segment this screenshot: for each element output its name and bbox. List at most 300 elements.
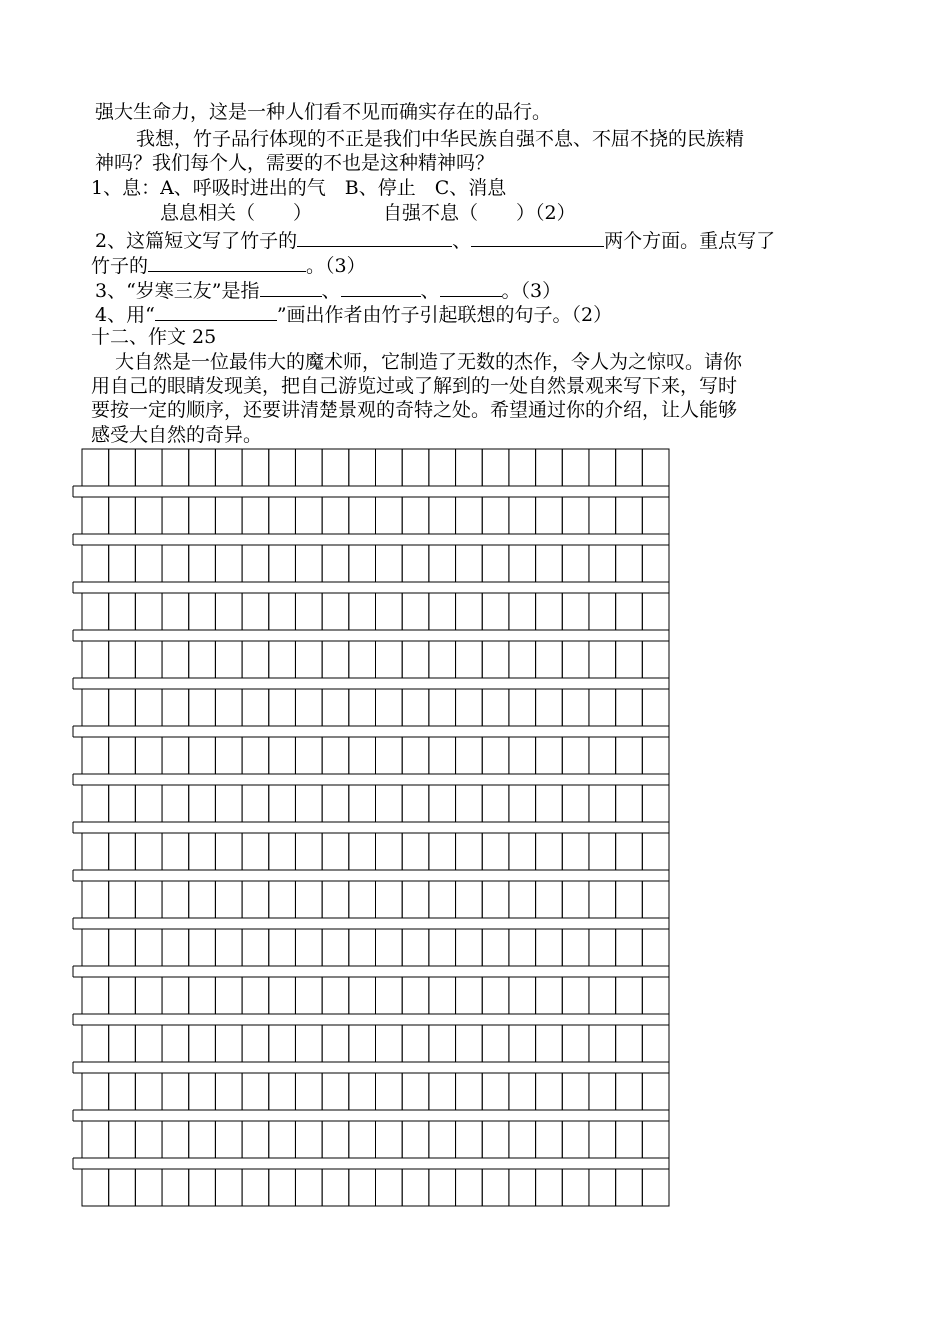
grid-cell[interactable]: [376, 545, 403, 582]
grid-cell[interactable]: [82, 545, 109, 582]
grid-cell[interactable]: [109, 1025, 136, 1062]
grid-cell[interactable]: [429, 881, 456, 918]
grid-cell[interactable]: [295, 593, 322, 630]
grid-cell[interactable]: [322, 881, 349, 918]
grid-cell[interactable]: [162, 737, 189, 774]
grid-cell[interactable]: [642, 737, 669, 774]
grid-cell[interactable]: [642, 593, 669, 630]
grid-cell[interactable]: [109, 785, 136, 822]
grid-cell[interactable]: [242, 785, 269, 822]
grid-cell[interactable]: [429, 929, 456, 966]
grid-cell[interactable]: [162, 593, 189, 630]
grid-cell[interactable]: [269, 1169, 296, 1206]
grid-cell[interactable]: [536, 449, 563, 486]
grid-cell[interactable]: [242, 929, 269, 966]
grid-cell[interactable]: [376, 1121, 403, 1158]
grid-cell[interactable]: [562, 641, 589, 678]
grid-cell[interactable]: [402, 929, 429, 966]
grid-cell[interactable]: [562, 929, 589, 966]
grid-cell[interactable]: [456, 1169, 483, 1206]
grid-cell[interactable]: [642, 497, 669, 534]
grid-cell[interactable]: [242, 641, 269, 678]
grid-cell[interactable]: [82, 737, 109, 774]
grid-cell[interactable]: [429, 833, 456, 870]
grid-cell[interactable]: [616, 1025, 643, 1062]
grid-cell[interactable]: [509, 641, 536, 678]
grid-cell[interactable]: [482, 833, 509, 870]
grid-cell[interactable]: [322, 689, 349, 726]
grid-cell[interactable]: [376, 1169, 403, 1206]
grid-cell[interactable]: [376, 1025, 403, 1062]
grid-row[interactable]: [82, 929, 669, 966]
grid-cell[interactable]: [349, 641, 376, 678]
grid-cell[interactable]: [402, 737, 429, 774]
grid-cell[interactable]: [562, 545, 589, 582]
grid-cell[interactable]: [322, 929, 349, 966]
grid-cell[interactable]: [135, 497, 162, 534]
grid-cell[interactable]: [215, 545, 242, 582]
grid-cell[interactable]: [429, 1073, 456, 1110]
grid-cell[interactable]: [215, 881, 242, 918]
grid-cell[interactable]: [82, 689, 109, 726]
grid-cell[interactable]: [82, 641, 109, 678]
grid-cell[interactable]: [376, 497, 403, 534]
grid-cell[interactable]: [189, 881, 216, 918]
grid-cell[interactable]: [589, 641, 616, 678]
grid-cell[interactable]: [82, 1073, 109, 1110]
grid-row[interactable]: [82, 1073, 669, 1110]
grid-cell[interactable]: [456, 977, 483, 1014]
grid-cell[interactable]: [135, 545, 162, 582]
grid-cell[interactable]: [322, 593, 349, 630]
grid-cell[interactable]: [189, 641, 216, 678]
grid-cell[interactable]: [162, 833, 189, 870]
grid-cell[interactable]: [402, 833, 429, 870]
grid-cell[interactable]: [642, 545, 669, 582]
grid-cell[interactable]: [349, 449, 376, 486]
grid-cell[interactable]: [295, 977, 322, 1014]
grid-cell[interactable]: [562, 1169, 589, 1206]
grid-cell[interactable]: [162, 1073, 189, 1110]
grid-cell[interactable]: [349, 1169, 376, 1206]
grid-row[interactable]: [82, 1169, 669, 1206]
grid-cell[interactable]: [322, 1169, 349, 1206]
grid-cell[interactable]: [109, 737, 136, 774]
grid-cell[interactable]: [589, 689, 616, 726]
grid-cell[interactable]: [295, 497, 322, 534]
grid-cell[interactable]: [135, 929, 162, 966]
grid-cell[interactable]: [376, 929, 403, 966]
grid-cell[interactable]: [189, 977, 216, 1014]
grid-cell[interactable]: [135, 881, 162, 918]
grid-cell[interactable]: [429, 1169, 456, 1206]
grid-cell[interactable]: [162, 545, 189, 582]
grid-cell[interactable]: [456, 785, 483, 822]
grid-cell[interactable]: [162, 1169, 189, 1206]
grid-cell[interactable]: [322, 785, 349, 822]
grid-cell[interactable]: [82, 1169, 109, 1206]
grid-cell[interactable]: [402, 1025, 429, 1062]
grid-cell[interactable]: [162, 497, 189, 534]
grid-cell[interactable]: [349, 1025, 376, 1062]
grid-cell[interactable]: [482, 1121, 509, 1158]
grid-cell[interactable]: [215, 593, 242, 630]
grid-cell[interactable]: [82, 497, 109, 534]
grid-cell[interactable]: [589, 833, 616, 870]
grid-cell[interactable]: [429, 545, 456, 582]
grid-cell[interactable]: [189, 497, 216, 534]
grid-cell[interactable]: [82, 593, 109, 630]
grid-cell[interactable]: [376, 977, 403, 1014]
grid-cell[interactable]: [536, 737, 563, 774]
grid-cell[interactable]: [456, 1073, 483, 1110]
grid-cell[interactable]: [402, 977, 429, 1014]
grid-cell[interactable]: [349, 881, 376, 918]
grid-cell[interactable]: [349, 497, 376, 534]
grid-cell[interactable]: [215, 689, 242, 726]
grid-cell[interactable]: [135, 833, 162, 870]
grid-cell[interactable]: [589, 449, 616, 486]
grid-cell[interactable]: [482, 1169, 509, 1206]
grid-cell[interactable]: [135, 449, 162, 486]
grid-cell[interactable]: [536, 1169, 563, 1206]
grid-row[interactable]: [82, 1025, 669, 1062]
grid-cell[interactable]: [589, 1073, 616, 1110]
grid-cell[interactable]: [376, 737, 403, 774]
grid-cell[interactable]: [242, 545, 269, 582]
grid-cell[interactable]: [376, 833, 403, 870]
grid-cell[interactable]: [242, 449, 269, 486]
grid-cell[interactable]: [215, 497, 242, 534]
grid-cell[interactable]: [82, 785, 109, 822]
grid-cell[interactable]: [135, 1121, 162, 1158]
grid-cell[interactable]: [456, 593, 483, 630]
grid-cell[interactable]: [509, 1073, 536, 1110]
grid-cell[interactable]: [109, 641, 136, 678]
grid-cell[interactable]: [562, 977, 589, 1014]
grid-cell[interactable]: [509, 449, 536, 486]
grid-cell[interactable]: [189, 1169, 216, 1206]
grid-cell[interactable]: [215, 977, 242, 1014]
grid-cell[interactable]: [482, 641, 509, 678]
grid-cell[interactable]: [429, 449, 456, 486]
grid-cell[interactable]: [349, 737, 376, 774]
grid-cell[interactable]: [322, 833, 349, 870]
grid-cell[interactable]: [215, 1025, 242, 1062]
grid-cell[interactable]: [562, 737, 589, 774]
grid-cell[interactable]: [295, 833, 322, 870]
grid-cell[interactable]: [349, 833, 376, 870]
grid-cell[interactable]: [349, 977, 376, 1014]
grid-cell[interactable]: [509, 785, 536, 822]
grid-cell[interactable]: [616, 1169, 643, 1206]
grid-cell[interactable]: [402, 1073, 429, 1110]
grid-cell[interactable]: [616, 785, 643, 822]
grid-row[interactable]: [82, 545, 669, 582]
grid-cell[interactable]: [162, 641, 189, 678]
grid-cell[interactable]: [189, 689, 216, 726]
grid-cell[interactable]: [295, 1121, 322, 1158]
grid-cell[interactable]: [82, 1025, 109, 1062]
grid-cell[interactable]: [616, 497, 643, 534]
grid-cell[interactable]: [82, 929, 109, 966]
grid-cell[interactable]: [295, 1025, 322, 1062]
grid-cell[interactable]: [402, 1121, 429, 1158]
grid-cell[interactable]: [189, 737, 216, 774]
grid-cell[interactable]: [616, 1073, 643, 1110]
grid-cell[interactable]: [429, 785, 456, 822]
grid-cell[interactable]: [589, 545, 616, 582]
grid-cell[interactable]: [482, 737, 509, 774]
grid-cell[interactable]: [135, 593, 162, 630]
grid-row[interactable]: [82, 449, 669, 486]
grid-cell[interactable]: [402, 1169, 429, 1206]
grid-cell[interactable]: [402, 497, 429, 534]
grid-cell[interactable]: [562, 449, 589, 486]
grid-cell[interactable]: [162, 1025, 189, 1062]
grid-cell[interactable]: [456, 1025, 483, 1062]
grid-cell[interactable]: [295, 785, 322, 822]
grid-cell[interactable]: [322, 449, 349, 486]
grid-cell[interactable]: [295, 1073, 322, 1110]
grid-cell[interactable]: [402, 689, 429, 726]
grid-cell[interactable]: [242, 1025, 269, 1062]
grid-cell[interactable]: [322, 977, 349, 1014]
grid-cell[interactable]: [509, 977, 536, 1014]
grid-cell[interactable]: [189, 929, 216, 966]
grid-cell[interactable]: [589, 737, 616, 774]
grid-row[interactable]: [82, 833, 669, 870]
grid-cell[interactable]: [295, 689, 322, 726]
grid-cell[interactable]: [322, 497, 349, 534]
grid-cell[interactable]: [82, 1121, 109, 1158]
grid-cell[interactable]: [589, 1169, 616, 1206]
grid-cell[interactable]: [616, 737, 643, 774]
grid-cell[interactable]: [589, 497, 616, 534]
grid-cell[interactable]: [135, 641, 162, 678]
grid-cell[interactable]: [536, 881, 563, 918]
grid-cell[interactable]: [109, 1073, 136, 1110]
grid-cell[interactable]: [135, 785, 162, 822]
grid-cell[interactable]: [109, 977, 136, 1014]
grid-cell[interactable]: [109, 593, 136, 630]
grid-cell[interactable]: [562, 881, 589, 918]
grid-cell[interactable]: [429, 1121, 456, 1158]
grid-cell[interactable]: [616, 929, 643, 966]
grid-cell[interactable]: [215, 1169, 242, 1206]
grid-cell[interactable]: [215, 785, 242, 822]
grid-cell[interactable]: [109, 449, 136, 486]
grid-cell[interactable]: [269, 737, 296, 774]
grid-cell[interactable]: [429, 593, 456, 630]
grid-cell[interactable]: [189, 545, 216, 582]
grid-cell[interactable]: [509, 1121, 536, 1158]
grid-cell[interactable]: [322, 737, 349, 774]
grid-cell[interactable]: [509, 497, 536, 534]
grid-cell[interactable]: [349, 785, 376, 822]
grid-cell[interactable]: [189, 1025, 216, 1062]
grid-cell[interactable]: [109, 881, 136, 918]
grid-row[interactable]: [82, 593, 669, 630]
grid-cell[interactable]: [402, 881, 429, 918]
grid-cell[interactable]: [109, 929, 136, 966]
grid-cell[interactable]: [189, 833, 216, 870]
grid-cell[interactable]: [642, 833, 669, 870]
grid-cell[interactable]: [616, 881, 643, 918]
grid-cell[interactable]: [642, 977, 669, 1014]
grid-cell[interactable]: [109, 1121, 136, 1158]
grid-cell[interactable]: [616, 977, 643, 1014]
grid-cell[interactable]: [616, 545, 643, 582]
grid-cell[interactable]: [349, 1073, 376, 1110]
grid-cell[interactable]: [376, 593, 403, 630]
grid-cell[interactable]: [456, 449, 483, 486]
grid-cell[interactable]: [242, 1073, 269, 1110]
grid-cell[interactable]: [536, 593, 563, 630]
grid-cell[interactable]: [536, 1121, 563, 1158]
grid-cell[interactable]: [215, 1121, 242, 1158]
grid-cell[interactable]: [562, 497, 589, 534]
grid-cell[interactable]: [135, 1025, 162, 1062]
grid-cell[interactable]: [242, 977, 269, 1014]
grid-row[interactable]: [82, 689, 669, 726]
grid-cell[interactable]: [376, 689, 403, 726]
grid-cell[interactable]: [349, 545, 376, 582]
grid-cell[interactable]: [482, 449, 509, 486]
grid-cell[interactable]: [616, 1121, 643, 1158]
grid-cell[interactable]: [242, 497, 269, 534]
grid-cell[interactable]: [162, 785, 189, 822]
grid-cell[interactable]: [589, 593, 616, 630]
grid-row[interactable]: [82, 881, 669, 918]
grid-cell[interactable]: [562, 689, 589, 726]
grid-cell[interactable]: [269, 1073, 296, 1110]
grid-cell[interactable]: [295, 929, 322, 966]
grid-cell[interactable]: [376, 641, 403, 678]
grid-cell[interactable]: [456, 641, 483, 678]
grid-cell[interactable]: [162, 1121, 189, 1158]
grid-cell[interactable]: [509, 833, 536, 870]
grid-cell[interactable]: [242, 737, 269, 774]
grid-cell[interactable]: [482, 545, 509, 582]
grid-row[interactable]: [82, 977, 669, 1014]
grid-cell[interactable]: [456, 497, 483, 534]
grid-cell[interactable]: [456, 545, 483, 582]
grid-cell[interactable]: [482, 497, 509, 534]
grid-cell[interactable]: [562, 593, 589, 630]
grid-cell[interactable]: [482, 593, 509, 630]
grid-cell[interactable]: [589, 977, 616, 1014]
grid-cell[interactable]: [642, 449, 669, 486]
grid-cell[interactable]: [376, 449, 403, 486]
grid-cell[interactable]: [589, 785, 616, 822]
grid-cell[interactable]: [189, 593, 216, 630]
grid-cell[interactable]: [349, 929, 376, 966]
grid-cell[interactable]: [376, 785, 403, 822]
grid-cell[interactable]: [456, 881, 483, 918]
grid-cell[interactable]: [269, 977, 296, 1014]
grid-cell[interactable]: [642, 689, 669, 726]
grid-cell[interactable]: [242, 593, 269, 630]
grid-row[interactable]: [82, 1121, 669, 1158]
grid-cell[interactable]: [482, 1073, 509, 1110]
grid-cell[interactable]: [642, 1121, 669, 1158]
grid-cell[interactable]: [295, 641, 322, 678]
grid-cell[interactable]: [402, 449, 429, 486]
grid-cell[interactable]: [322, 1073, 349, 1110]
grid-cell[interactable]: [402, 641, 429, 678]
grid-cell[interactable]: [322, 641, 349, 678]
grid-cell[interactable]: [162, 689, 189, 726]
grid-cell[interactable]: [482, 689, 509, 726]
grid-cell[interactable]: [242, 881, 269, 918]
grid-cell[interactable]: [509, 1169, 536, 1206]
grid-cell[interactable]: [482, 929, 509, 966]
grid-cell[interactable]: [295, 545, 322, 582]
grid-cell[interactable]: [509, 881, 536, 918]
grid-cell[interactable]: [162, 881, 189, 918]
grid-cell[interactable]: [429, 497, 456, 534]
grid-cell[interactable]: [82, 449, 109, 486]
grid-cell[interactable]: [135, 977, 162, 1014]
grid-cell[interactable]: [269, 785, 296, 822]
grid-cell[interactable]: [616, 689, 643, 726]
grid-cell[interactable]: [402, 593, 429, 630]
grid-cell[interactable]: [429, 977, 456, 1014]
grid-cell[interactable]: [269, 593, 296, 630]
grid-cell[interactable]: [189, 1073, 216, 1110]
grid-row[interactable]: [82, 641, 669, 678]
grid-cell[interactable]: [509, 545, 536, 582]
grid-cell[interactable]: [536, 497, 563, 534]
grid-cell[interactable]: [642, 785, 669, 822]
grid-cell[interactable]: [215, 737, 242, 774]
grid-cell[interactable]: [642, 881, 669, 918]
grid-cell[interactable]: [109, 1169, 136, 1206]
grid-cell[interactable]: [616, 833, 643, 870]
grid-cell[interactable]: [162, 977, 189, 1014]
grid-cell[interactable]: [82, 833, 109, 870]
grid-cell[interactable]: [189, 449, 216, 486]
grid-cell[interactable]: [456, 833, 483, 870]
grid-cell[interactable]: [482, 977, 509, 1014]
grid-cell[interactable]: [269, 641, 296, 678]
grid-cell[interactable]: [109, 833, 136, 870]
grid-cell[interactable]: [215, 833, 242, 870]
grid-cell[interactable]: [562, 1073, 589, 1110]
grid-cell[interactable]: [215, 929, 242, 966]
grid-cell[interactable]: [456, 929, 483, 966]
grid-row[interactable]: [82, 737, 669, 774]
grid-cell[interactable]: [456, 737, 483, 774]
grid-cell[interactable]: [82, 977, 109, 1014]
grid-cell[interactable]: [295, 1169, 322, 1206]
grid-cell[interactable]: [402, 785, 429, 822]
grid-cell[interactable]: [509, 593, 536, 630]
grid-cell[interactable]: [295, 449, 322, 486]
grid-cell[interactable]: [162, 929, 189, 966]
grid-cell[interactable]: [536, 689, 563, 726]
grid-cell[interactable]: [349, 689, 376, 726]
grid-cell[interactable]: [642, 1169, 669, 1206]
grid-cell[interactable]: [135, 737, 162, 774]
grid-cell[interactable]: [82, 881, 109, 918]
grid-cell[interactable]: [269, 1121, 296, 1158]
grid-cell[interactable]: [135, 689, 162, 726]
grid-cell[interactable]: [322, 1121, 349, 1158]
grid-cell[interactable]: [376, 1073, 403, 1110]
grid-cell[interactable]: [429, 641, 456, 678]
